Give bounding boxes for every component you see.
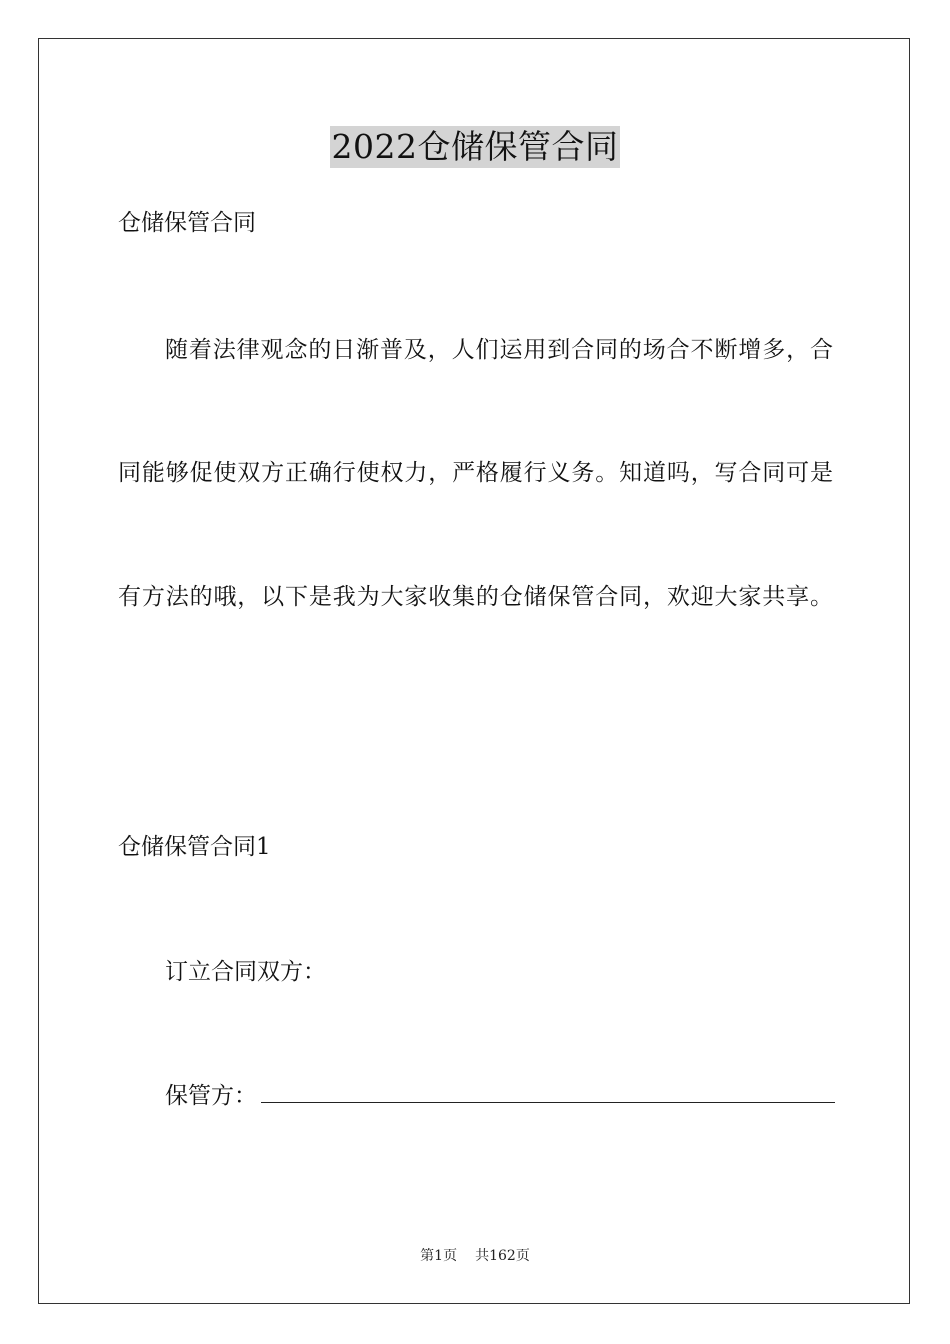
keeper-line (165, 1080, 835, 1111)
paragraph-line-2: 同能够促使双方正确行使权力，严格履行义务。知道吗，写合同可是 (118, 460, 833, 486)
page-number: 第1页 (420, 1248, 458, 1264)
section-heading: 仓储保管合同1 (118, 834, 271, 860)
parties-label: 订立合同双方： (165, 959, 326, 985)
document-title: 2022仓储保管合同 (331, 127, 619, 166)
title-container (0, 126, 950, 168)
paragraph-line-1: 随着法律观念的日渐普及，人们运用到合同的场合不断增多，合 (165, 337, 833, 363)
total-pages: 共162页 (475, 1248, 530, 1264)
paragraph-line-3: 有方法的哦，以下是我为大家收集的仓储保管合同，欢迎大家共享。 (118, 584, 833, 610)
page-footer (0, 1246, 950, 1266)
keeper-label: 保管方： (165, 1083, 257, 1109)
keeper-blank-field (261, 1080, 835, 1103)
document-subtitle: 仓储保管合同 (118, 210, 256, 236)
